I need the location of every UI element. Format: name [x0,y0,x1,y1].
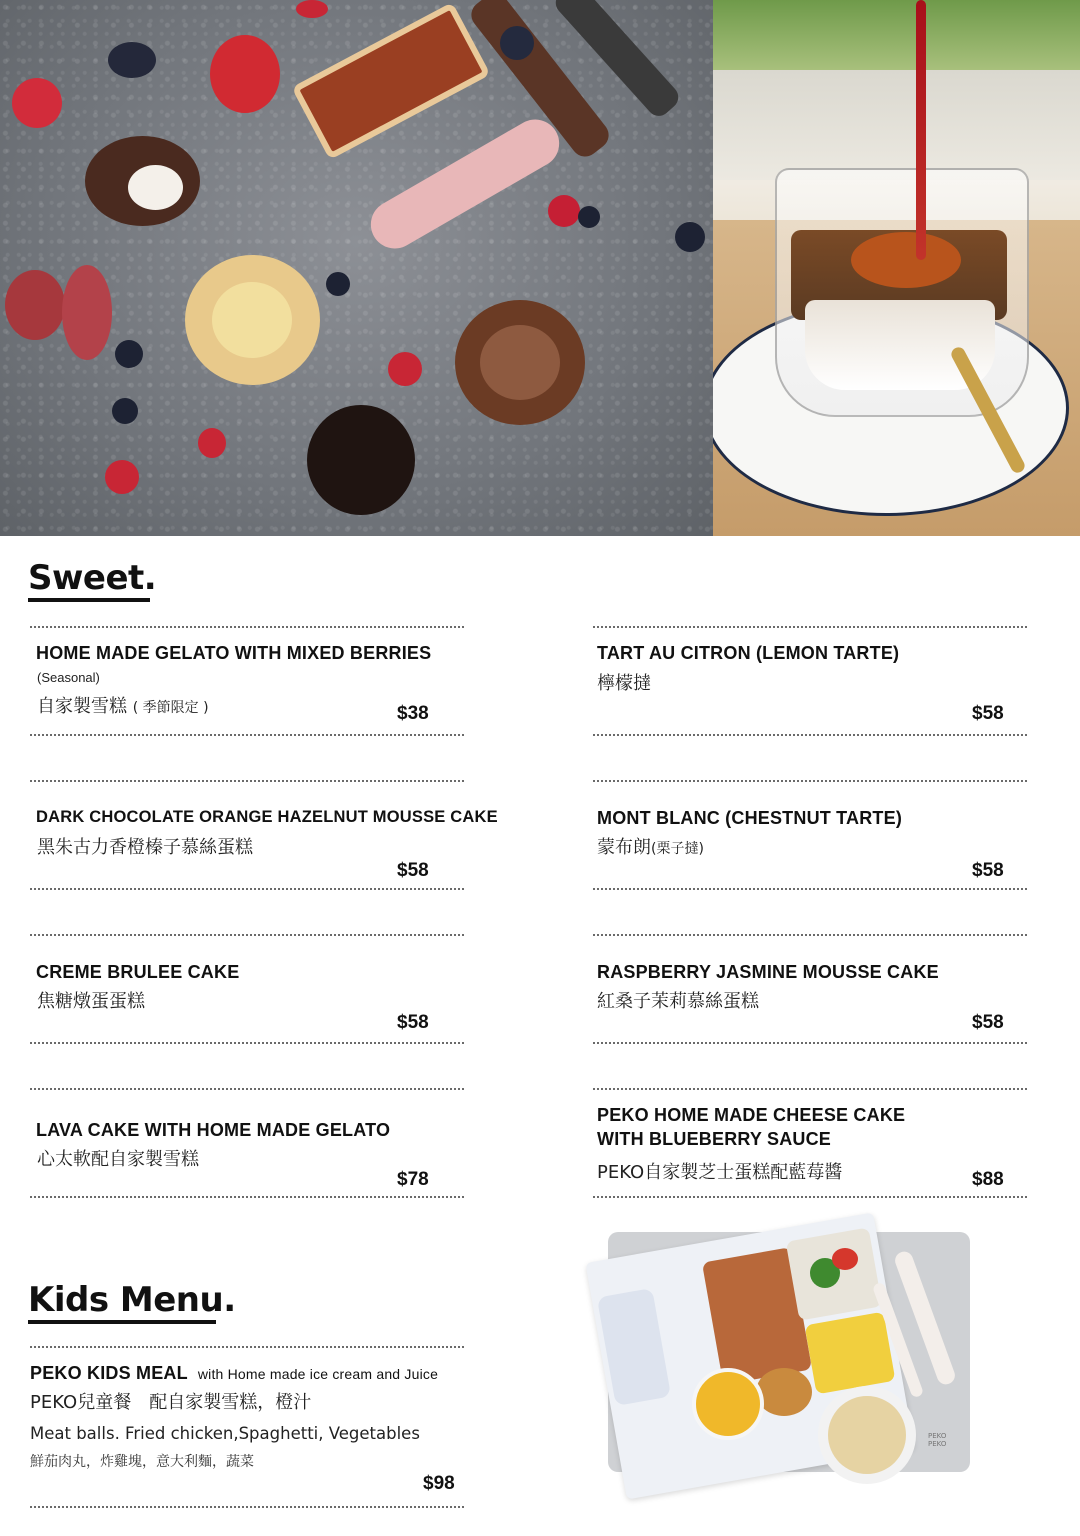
item-sub-seasonal: (Seasonal) [37,670,100,685]
item-name-lemon-tarte: TART AU CITRON (LEMON TARTE) [597,643,900,663]
divider [593,780,1027,782]
item-name-cheese-cake-line2: WITH BLUEBERRY SAUCE [597,1129,832,1149]
kids-title-underline [28,1320,216,1324]
divider [593,1088,1027,1090]
affogato-photo [713,0,1080,536]
item-name-raspberry-jasmine: RASPBERRY JASMINE MOUSSE CAKE [597,962,939,982]
divider [30,1196,464,1198]
item-name-mont-blanc: MONT BLANC (CHESTNUT TARTE) [597,808,903,828]
divider [30,1506,464,1508]
item-zh-creme-brulee: 焦糖燉蛋蛋糕 [37,991,145,1012]
divider [30,934,464,936]
item-zh-lava-cake: 心太軟配自家製雪糕 [37,1149,199,1170]
sweet-section-title: Sweet. [28,558,157,598]
desserts-photo [0,0,713,536]
item-zh-raspberry-jasmine: 紅桑子茉莉慕絲蛋糕 [597,991,759,1012]
divider [593,734,1027,736]
price-cheese-cake: $88 [972,1169,1004,1190]
divider [30,888,464,890]
price-kids-meal: $98 [423,1473,455,1494]
divider [30,780,464,782]
sweet-title-underline [28,598,150,602]
item-zh-choc-orange-mousse: 黑朱古力香橙榛子慕絲蛋糕 [37,837,253,858]
kids-meal-description-zh: 鮮茄肉丸，炸雞塊，意大利麵，蔬菜 [30,1454,254,1470]
kids-meal-zh: PEKO兒童餐 配自家製雪糕，橙汁 [30,1392,312,1413]
kids-meal-name: PEKO KIDS MEAL with Home made ice cream and Juice [30,1363,439,1383]
kids-meal-extra: with Home made ice cream and Juice [197,1366,439,1382]
divider [593,934,1027,936]
kids-section-title: Kids Menu. [28,1280,236,1320]
divider [593,626,1027,628]
item-name-cheese-cake-line1: PEKO HOME MADE CHEESE CAKE [597,1105,906,1125]
item-name-gelato: HOME MADE GELATO WITH MIXED BERRIES [36,643,432,663]
item-zh-cheese-cake: PEKO自家製芝士蛋糕配藍莓醬 [597,1162,843,1183]
divider [30,1088,464,1090]
price-creme-brulee: $58 [397,1012,429,1033]
price-mont-blanc: $58 [972,860,1004,881]
item-name-creme-brulee: CREME BRULEE CAKE [36,962,240,982]
price-gelato: $38 [397,703,429,724]
divider [30,734,464,736]
divider [593,1196,1027,1198]
divider [593,888,1027,890]
divider [30,1042,464,1044]
price-lava-cake: $78 [397,1169,429,1190]
price-lemon-tarte: $58 [972,703,1004,724]
item-zh-mont-blanc: 蒙布朗(栗子撻) [597,837,704,858]
divider [593,1042,1027,1044]
price-raspberry-jasmine: $58 [972,1012,1004,1033]
item-zh-gelato: 自家製雪糕 ( 季節限定 ) [37,696,209,717]
kids-meal-description: Meat balls. Fried chicken,Spaghetti, Vegetables [30,1424,420,1443]
divider [30,1346,464,1348]
item-name-lava-cake: LAVA CAKE WITH HOME MADE GELATO [36,1120,391,1140]
divider [30,626,464,628]
item-name-choc-orange-mousse: DARK CHOCOLATE ORANGE HAZELNUT MOUSSE CAKE [36,808,498,826]
item-zh-lemon-tarte: 檸檬撻 [597,673,651,694]
kids-meal-photo [596,1218,980,1518]
tray-label: PEKO PEKO [928,1432,947,1448]
price-choc-orange-mousse: $58 [397,860,429,881]
